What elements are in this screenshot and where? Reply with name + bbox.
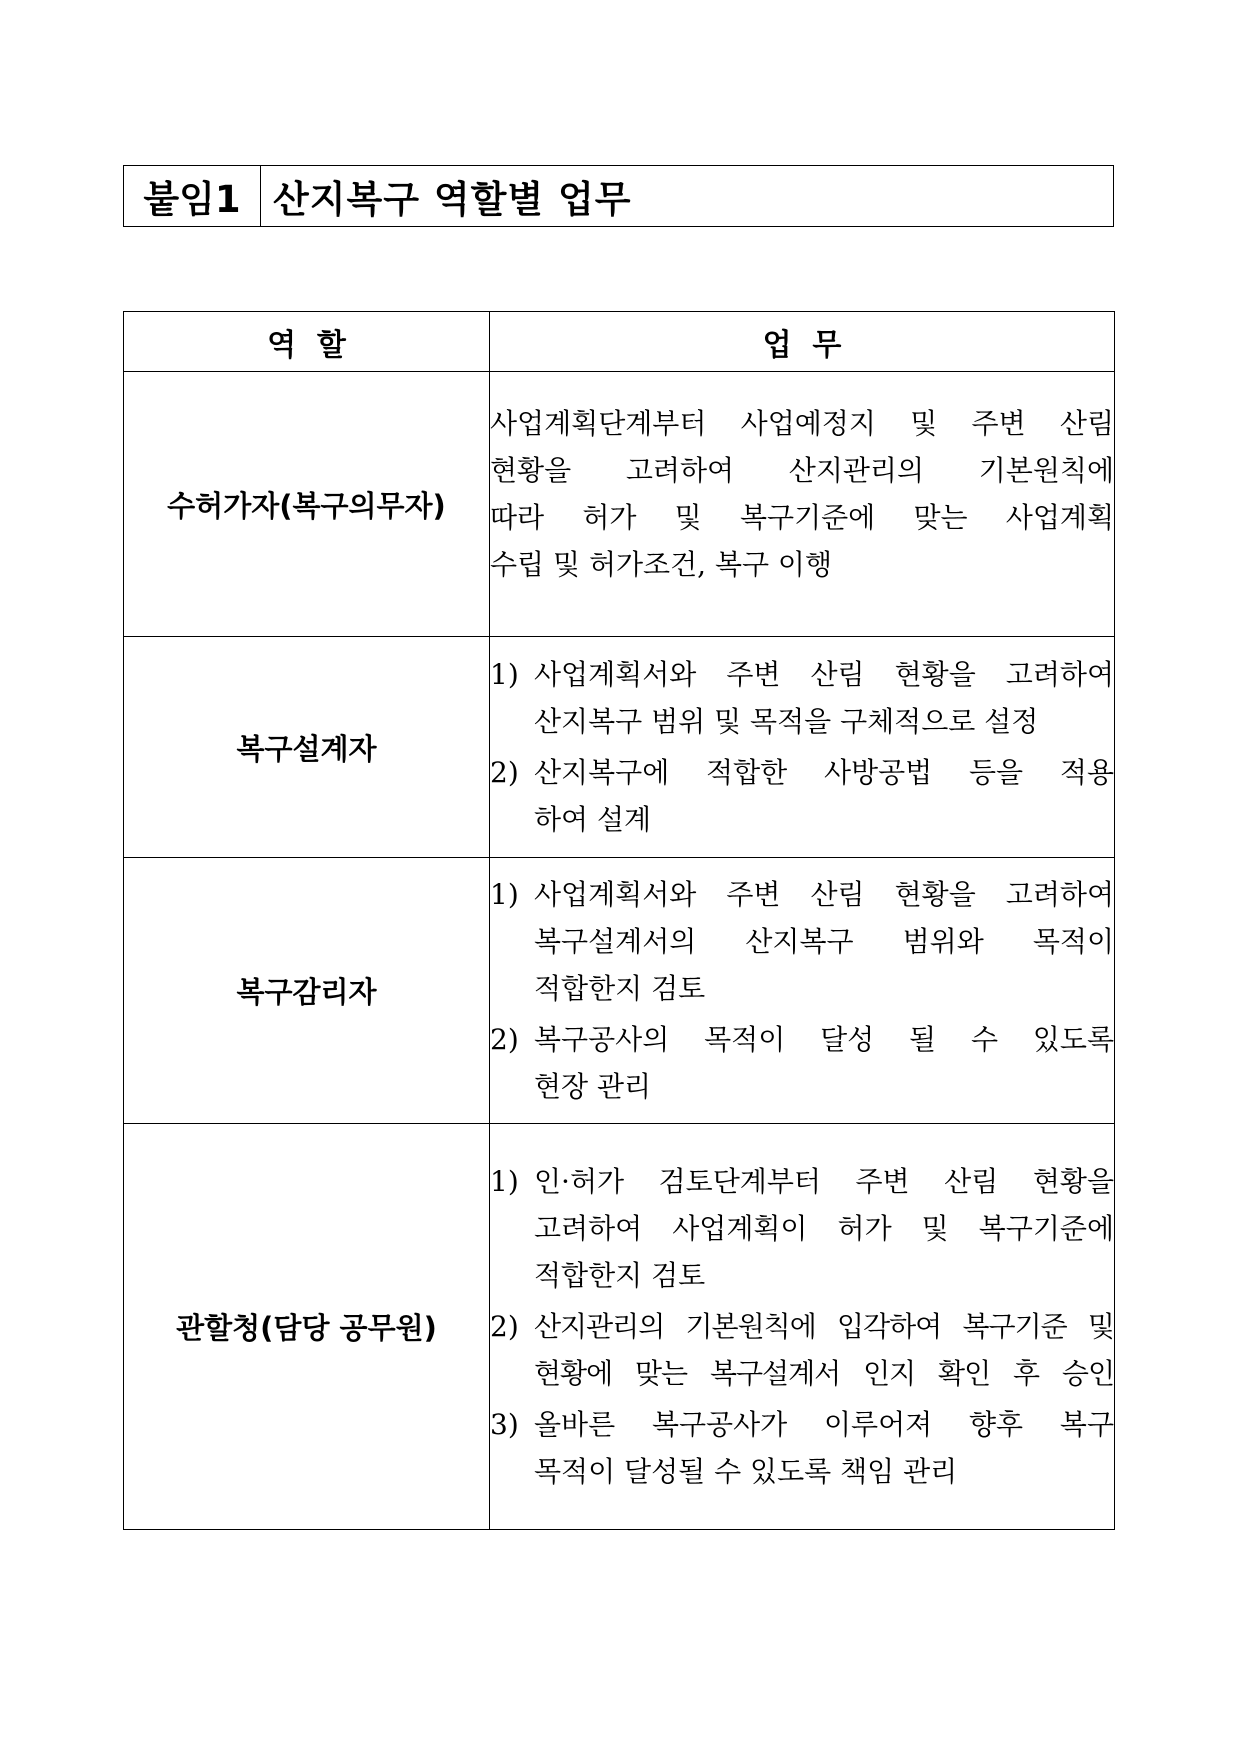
duty-line: 적합한지 검토 (534, 1259, 706, 1292)
duty-line: 현황을 고려하여 산지관리의 기본원칙에 (490, 454, 1114, 487)
document-title: 산지복구 역할별 업무 (273, 178, 632, 221)
duty-line: 사업계획서와 주변 산림 현황을 고려하여 (534, 878, 1114, 911)
duty-cell (490, 637, 1115, 858)
item-number: 1) (490, 878, 519, 911)
duty-item (490, 1303, 1114, 1397)
item-number: 2) (490, 1310, 519, 1343)
table-row (124, 858, 1115, 1124)
duty-line: 올바른 복구공사가 이루어져 향후 복구 (534, 1408, 1114, 1441)
duty-paragraph (490, 400, 1114, 588)
duty-line: 산지복구에 적합한 사방공법 등을 적용 (534, 756, 1114, 789)
role-cell: 관할청(담당 공무원) (124, 1124, 490, 1530)
header-role: 역 할 (124, 312, 490, 372)
duty-line: 산지관리의 기본원칙에 입각하여 복구기준 및 (534, 1310, 1114, 1343)
attachment-title-box (123, 165, 1114, 227)
duty-cell (490, 372, 1115, 637)
table-row (124, 372, 1115, 637)
duty-line: 고려하여 사업계획이 허가 및 복구기준에 (534, 1212, 1114, 1245)
duty-item (490, 749, 1114, 843)
duty-line: 목적이 달성될 수 있도록 책임 관리 (534, 1455, 958, 1488)
duty-line: 복구공사의 목적이 달성 될 수 있도록 (534, 1023, 1114, 1056)
duty-line: 현황에 맞는 복구설계서 인지 확인 후 승인 (534, 1357, 1114, 1390)
duty-line: 사업계획서와 주변 산림 현황을 고려하여 (534, 658, 1114, 691)
duty-item (490, 1158, 1114, 1299)
duty-line: 현장 관리 (534, 1070, 652, 1103)
duty-line: 따라 허가 및 복구기준에 맞는 사업계획 (490, 501, 1114, 534)
role-cell: 수허가자(복구의무자) (124, 372, 490, 637)
roles-table (123, 311, 1115, 1530)
item-number: 1) (490, 658, 519, 691)
duty-line: 적합한지 검토 (534, 972, 706, 1005)
duty-line: 수립 및 허가조건, 복구 이행 (490, 548, 833, 581)
duty-item (490, 1016, 1114, 1110)
attachment-label: 붙임1 (124, 166, 261, 226)
duty-line: 산지복구 범위 및 목적을 구체적으로 설정 (534, 705, 1039, 738)
duty-cell (490, 1124, 1115, 1530)
item-number: 2) (490, 1023, 519, 1056)
table-header-row (124, 312, 1115, 372)
duty-item (490, 871, 1114, 1012)
duty-line: 사업계획단계부터 사업예정지 및 주변 산림 (490, 407, 1114, 440)
duty-cell (490, 858, 1115, 1124)
item-number: 3) (490, 1408, 519, 1441)
duty-line: 하여 설계 (534, 803, 652, 836)
role-cell: 복구설계자 (124, 637, 490, 858)
table-row (124, 637, 1115, 858)
item-number: 1) (490, 1165, 519, 1198)
duty-line: 인·허가 검토단계부터 주변 산림 현황을 (534, 1165, 1114, 1198)
duty-item (490, 651, 1114, 745)
table-row (124, 1124, 1115, 1530)
role-cell: 복구감리자 (124, 858, 490, 1124)
duty-item (490, 1401, 1114, 1495)
duty-line: 복구설계서의 산지복구 범위와 목적이 (534, 925, 1114, 958)
header-duty: 업 무 (490, 312, 1115, 372)
item-number: 2) (490, 756, 519, 789)
